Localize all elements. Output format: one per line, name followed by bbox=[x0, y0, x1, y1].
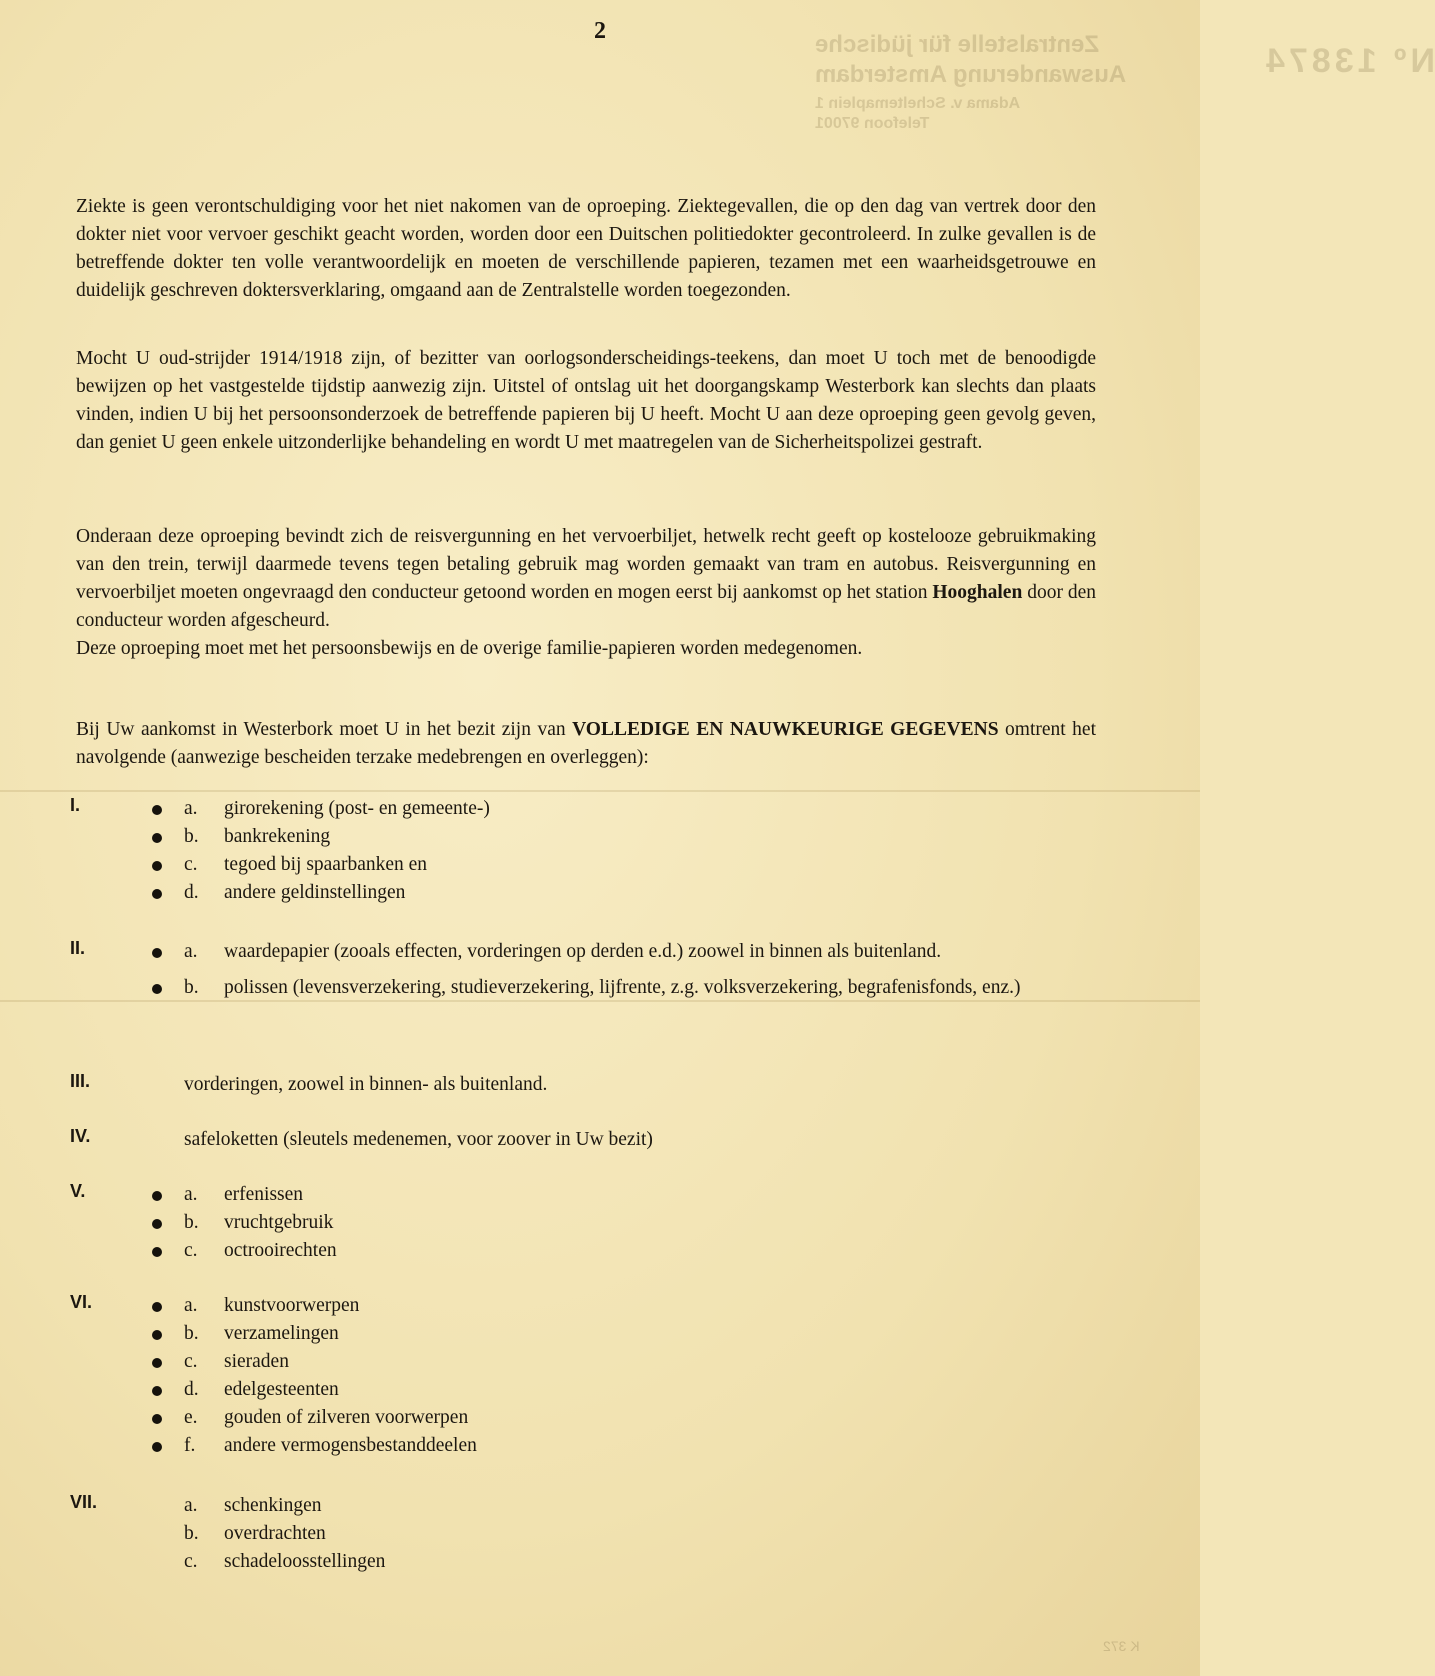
section-numeral: VII. bbox=[70, 1492, 98, 1512]
section-6 bbox=[70, 1292, 1110, 1492]
list-item bbox=[70, 1492, 1110, 1520]
paragraph-text bbox=[76, 716, 1096, 772]
item-letter: e. bbox=[184, 1407, 198, 1428]
bullet-icon bbox=[152, 861, 162, 871]
item-text: octrooirechten bbox=[224, 1240, 337, 1261]
bullet-icon bbox=[152, 889, 162, 899]
section-numeral: II. bbox=[70, 938, 86, 958]
item-text: schenkingen bbox=[224, 1495, 322, 1516]
list-item bbox=[70, 795, 1110, 823]
item-letter: a. bbox=[184, 941, 198, 962]
section-3 bbox=[70, 1071, 1110, 1126]
bleed-line: Adama v. Scheltemaplein 1 bbox=[815, 95, 1021, 112]
section-1 bbox=[70, 795, 1110, 938]
item-text: erfenissen bbox=[224, 1184, 304, 1205]
list-item bbox=[70, 1181, 1110, 1209]
list-item bbox=[70, 1376, 1110, 1404]
text-run: door den conducteur worden afgescheurd. bbox=[76, 582, 1096, 631]
bleed-line: Zentralstelle für jüdische bbox=[815, 31, 1100, 58]
item-letter: c. bbox=[184, 1240, 198, 1261]
item-text: safeloketten (sleutels medenemen, voor zoover in Uw bezit) bbox=[184, 1129, 653, 1150]
list-item bbox=[70, 823, 1110, 851]
item-text: andere vermogensbestanddeelen bbox=[224, 1435, 477, 1456]
bullet-icon bbox=[152, 1247, 162, 1257]
bullet-icon bbox=[152, 805, 162, 815]
bleed-through-stamp bbox=[815, 30, 1435, 134]
bullet-icon bbox=[152, 1358, 162, 1368]
bleed-line: Auswanderung Amsterdam bbox=[815, 61, 1127, 88]
item-letter: f. bbox=[184, 1435, 196, 1456]
item-letter: d. bbox=[184, 1379, 199, 1400]
section-5 bbox=[70, 1181, 1110, 1292]
paper-fold bbox=[0, 790, 1200, 792]
list-item bbox=[70, 851, 1110, 879]
bullet-icon bbox=[152, 1191, 162, 1201]
item-letter: b. bbox=[184, 977, 199, 998]
section-numeral: IV. bbox=[70, 1126, 91, 1146]
item-text: sieraden bbox=[224, 1351, 289, 1372]
list-item bbox=[70, 1292, 1110, 1320]
item-text: gouden of zilveren voorwerpen bbox=[224, 1407, 469, 1428]
paragraph-text bbox=[76, 523, 1096, 635]
item-text: verzamelingen bbox=[224, 1323, 339, 1344]
bullet-icon bbox=[152, 1330, 162, 1340]
item-text: andere geldinstellingen bbox=[224, 882, 406, 903]
bullet-icon bbox=[152, 1386, 162, 1396]
item-text: vruchtgebruik bbox=[224, 1212, 334, 1233]
item-text: schadeloosstellingen bbox=[224, 1551, 386, 1572]
item-text: vorderingen, zoowel in binnen- als buitenland. bbox=[184, 1074, 548, 1095]
paragraph-travel-permit bbox=[76, 523, 1096, 663]
text-run: Onderaan deze oproeping bevindt zich de reisvergunning en het vervoerbiljet, hetwelk recht geeft op kostelooze gebruikmaking van den trein, terwijl daarmede tevens tegen betaling gebruik mag worden gemaakt van tram en autobus. Reisvergunning en vervoerbiljet moeten ongevraagd den conducteur getoond worden en mogen eerst bij aankomst op het station bbox=[76, 526, 1096, 603]
section-4 bbox=[70, 1126, 1110, 1181]
item-text: polissen (levensverzekering, studieverzekering, lijfrente, z.g. volksverzekering, begrafenisfonds, enz.) bbox=[224, 977, 1021, 998]
list-item bbox=[70, 1237, 1110, 1265]
item-letter: a. bbox=[184, 1295, 198, 1316]
section-7 bbox=[70, 1492, 1110, 1576]
paragraph-text: Mocht U oud-strijder 1914/1918 zijn, of bezitter van oorlogsonderscheidings-teekens, dan moet U toch met de benoodigde bewijzen op het vastgestelde tijdstip aanwezig zijn. Uitstel of ontslag uit het doorgangskamp Westerbork kan slechts dan plaats vinden, indien U bij het persoonsonderzoek de betreffende papieren bij U heeft. Mocht U aan deze oproeping geen gevolg geven, dan geniet U geen enkele uitzonderlijke behandeling en wordt U met maatregelen van de Sicherheitspolizei gestraft. bbox=[76, 348, 1096, 453]
list-item bbox=[70, 1520, 1110, 1548]
item-text: girorekening (post- en gemeente-) bbox=[224, 798, 490, 819]
item-letter: a. bbox=[184, 798, 198, 819]
list-item bbox=[70, 1320, 1110, 1348]
bullet-icon bbox=[152, 984, 162, 994]
emphasis-text: VOLLEDIGE EN NAUWKEURIGE GEGEVENS bbox=[572, 719, 999, 740]
bullet-icon bbox=[152, 1414, 162, 1424]
page-number: 2 bbox=[594, 18, 606, 44]
item-letter: c. bbox=[184, 1551, 198, 1572]
bullet-icon bbox=[152, 833, 162, 843]
item-letter: a. bbox=[184, 1495, 198, 1516]
bleed-code: K 372 bbox=[1103, 1638, 1140, 1654]
station-name: Hooghalen bbox=[932, 582, 1023, 603]
item-text: tegoed bij spaarbanken en bbox=[224, 854, 428, 875]
item-text: kunstvoorwerpen bbox=[224, 1295, 360, 1316]
section-numeral: VI. bbox=[70, 1292, 93, 1312]
list-item bbox=[70, 938, 1110, 966]
item-letter: b. bbox=[184, 826, 199, 847]
text-run: omtrent het navolgende (aanwezige bescheiden terzake medebrengen en overleggen): bbox=[76, 719, 1096, 768]
paragraph-text: Deze oproeping moet met het persoonsbewijs en de overige familie-papieren worden medegenomen. bbox=[76, 638, 863, 659]
section-2 bbox=[70, 938, 1110, 1071]
bullet-icon bbox=[152, 1219, 162, 1229]
text-run: Bij Uw aankomst in Westerbork moet U in het bezit zijn van bbox=[76, 719, 573, 740]
bleed-number: Nº 13874 bbox=[1262, 42, 1435, 80]
paragraph-illness bbox=[76, 193, 1096, 305]
item-text: waardepapier (zooals effecten, vorderingen op derden e.d.) zoowel in binnen als buitenland. bbox=[224, 941, 942, 962]
section-numeral: V. bbox=[70, 1181, 86, 1201]
list-item bbox=[70, 879, 1110, 907]
item-letter: c. bbox=[184, 854, 198, 875]
list-item bbox=[70, 1432, 1110, 1460]
bullet-icon bbox=[152, 948, 162, 958]
section-numeral: I. bbox=[70, 795, 81, 815]
bullet-icon bbox=[152, 1302, 162, 1312]
item-letter: b. bbox=[184, 1212, 199, 1233]
paragraph-text: Ziekte is geen verontschuldiging voor het niet nakomen van de oproeping. Ziektegevallen, die op den dag van vertrek door den dokter niet voor vervoer geschikt geacht worden, worden door een Duitschen politiedokter gecontroleerd. In zulke gevallen is de betreffende dokter ten volle verantwoordelijk en moeten de verschillende papieren, tezamen met een waarheidsgetrouwe en duidelijk geschreven doktersverklaring, omgaand aan de Zentralstelle worden toegezonden. bbox=[76, 196, 1096, 301]
section-numeral: III. bbox=[70, 1071, 91, 1091]
paragraph-required-data bbox=[76, 716, 1096, 772]
item-letter: b. bbox=[184, 1523, 199, 1544]
list-item bbox=[70, 1348, 1110, 1376]
bleed-line: Telefoon 97001 bbox=[815, 115, 930, 132]
item-text: overdrachten bbox=[224, 1523, 326, 1544]
bullet-icon bbox=[152, 1442, 162, 1452]
item-text: edelgesteenten bbox=[224, 1379, 339, 1400]
list-item bbox=[70, 1404, 1110, 1432]
asset-list bbox=[70, 795, 1110, 1576]
item-letter: b. bbox=[184, 1323, 199, 1344]
item-letter: a. bbox=[184, 1184, 198, 1205]
item-letter: c. bbox=[184, 1351, 198, 1372]
paragraph-veterans bbox=[76, 345, 1096, 457]
list-item bbox=[70, 974, 1110, 1002]
list-item bbox=[70, 1548, 1110, 1576]
item-letter: d. bbox=[184, 882, 199, 903]
item-text: bankrekening bbox=[224, 826, 331, 847]
list-item bbox=[70, 1209, 1110, 1237]
